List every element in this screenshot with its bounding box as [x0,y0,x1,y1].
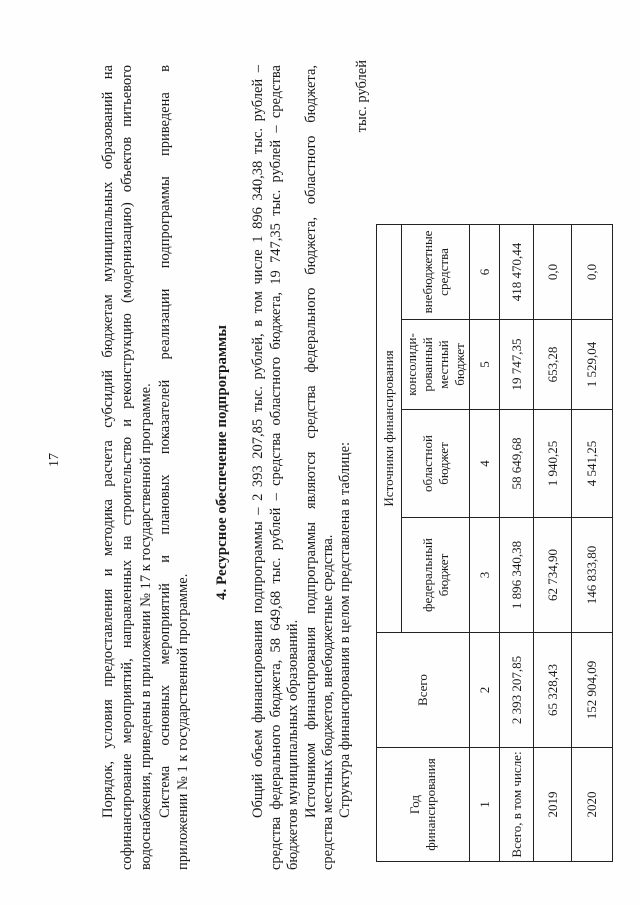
header-total-label: Всего [415,674,430,706]
paragraph-line: бюджетов муниципальных образований. [285,619,301,870]
table-row [572,224,613,861]
row-federal-cell: 1 896 340,38 [500,518,534,633]
paragraph-line: Источником финансирования подпрограммы являются средства федерального бюджета, областного бюджета, [303,65,319,818]
header-extra-label: внебюджетные средства [419,230,451,314]
row-regional-cell: 4 541,25 [572,410,613,518]
paragraph-line: средства местных бюджетов, внебюджетные средства. [320,534,336,870]
header-regional-cell [402,410,470,518]
financing-table [376,224,613,862]
column-number: 3 [470,518,500,633]
column-number: 5 [470,320,500,410]
header-federal-label: федеральный бюджет [419,538,451,612]
column-number: 4 [470,410,500,518]
header-local-cell [402,320,470,410]
paragraph-line: средства федерального бюджета, 58 649,68 тыс. рублей – средства областного бюджета, 19 747,35 тыс. рублей – средства [268,65,284,870]
header-sources-cell [377,224,402,632]
table-unit-label: тыс. рублей [354,60,370,133]
table-header-row [377,224,402,861]
table-column-number-row [470,224,500,861]
row-extra-cell: 0,0 [572,224,613,319]
paragraph-line: приложении № 1 к государственной программе. [175,573,191,870]
paragraph-line: Система основных мероприятий и плановых показателей реализации подпрограммы приведена в [157,65,173,818]
header-regional-label: областной бюджет [419,435,451,492]
row-local-cell: 19 747,35 [500,320,534,410]
row-extra-cell: 418 470,44 [500,224,534,319]
row-regional-cell: 1 940,25 [534,410,572,518]
row-total-cell: 65 328,43 [534,633,572,748]
header-federal-cell [402,518,470,633]
header-local-label: консолиди-рованный местный бюджет [403,333,467,396]
paragraph-line: софинансирование мероприятий, направленных на строительство и реконструкцию (модернизацию) объектов питьевого [119,65,135,870]
header-year-cell [377,748,470,862]
row-federal-cell: 62 734,90 [534,518,572,633]
row-total-cell: 2 393 207,85 [500,633,534,748]
table-row [500,224,534,861]
row-local-cell: 1 529,04 [572,320,613,410]
row-year-cell: Всего, в том числе: [500,748,534,862]
paragraph-line: Порядок, условия предоставления и методика расчета субсидий бюджетам муниципальных образований на [100,65,116,818]
paragraph-line: Общий объем финансирования подпрограммы – 2 393 207,85 тыс. рублей, в том числе 1 896 340,38 тыс. рублей – [250,65,266,818]
header-extra-cell [402,224,470,319]
row-year-cell: 2019 [534,748,572,862]
page-number: 17 [47,453,62,467]
paragraph-line: водоснабжения, приведены в приложении № 17 к государственной программе. [138,383,154,870]
section-heading: 4. Ресурсное обеспечение подпрограммы [214,325,230,600]
row-total-cell: 152 904,09 [572,633,613,748]
row-local-cell: 653,28 [534,320,572,410]
row-extra-cell: 0,0 [534,224,572,319]
header-year-label: Год финансирования [407,758,438,851]
header-total-cell [377,633,470,748]
table-row [534,224,572,861]
column-number: 6 [470,224,500,319]
header-sources-label: Источники финансирования [381,350,396,507]
column-number: 2 [470,633,500,748]
row-regional-cell: 58 649,68 [500,410,534,518]
column-number: 1 [470,748,500,862]
row-federal-cell: 146 833,80 [572,518,613,633]
paragraph-line: Структура финансирования в целом представлена в таблице: [337,441,353,818]
row-year-cell: 2020 [572,748,613,862]
